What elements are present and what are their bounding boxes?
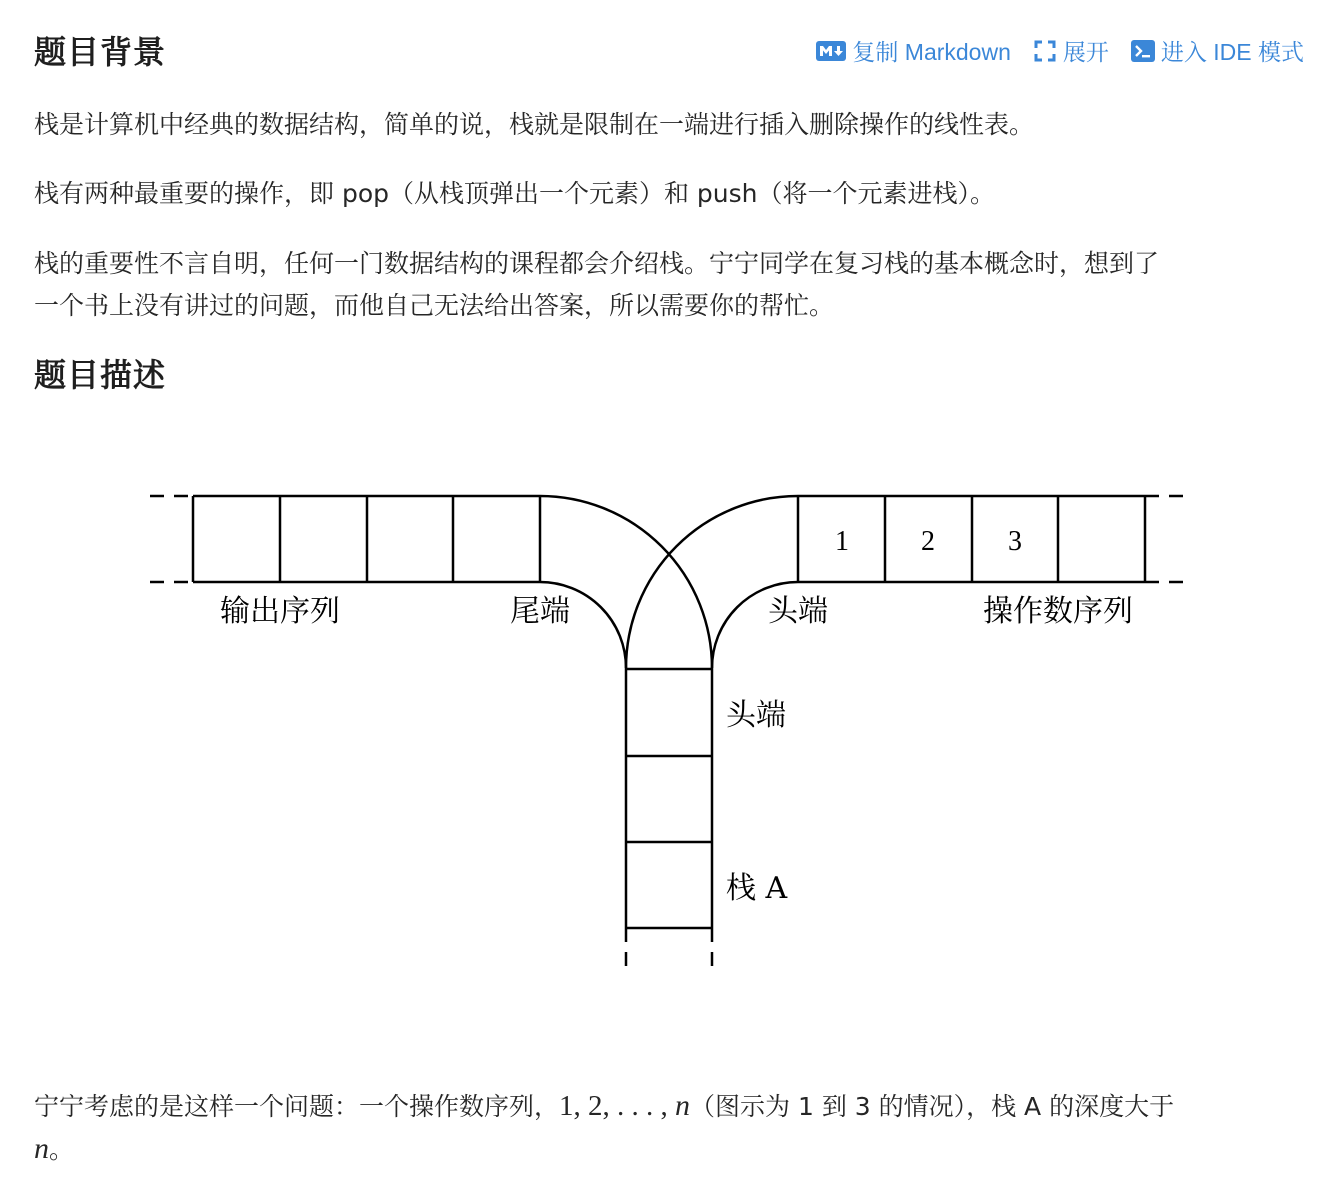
problem-text-period: 。 xyxy=(49,1135,75,1164)
heading-description: 题目描述 xyxy=(34,356,167,394)
copy-markdown-button[interactable] xyxy=(816,34,1010,67)
head-end-label-stack: 头端 xyxy=(726,698,786,733)
math-sequence: 1, 2, . . . , xyxy=(559,1090,676,1122)
tail-end-label: 尾端 xyxy=(510,594,570,629)
paragraph-importance-line1: 栈的重要性不言自明，任何一门数据结构的课程都会介绍栈。宁宁同学在复习栈的基本概念时，想到了 xyxy=(34,249,1160,278)
input-number-1: 1 xyxy=(835,526,849,557)
input-number-3: 3 xyxy=(1008,526,1022,557)
curve-left-outer xyxy=(540,496,712,668)
markdown-icon xyxy=(816,41,846,61)
terminal-icon xyxy=(1131,40,1155,62)
expand-button[interactable] xyxy=(1033,34,1109,67)
curve-right-outer xyxy=(626,496,798,668)
output-sequence-label: 输出序列 xyxy=(220,594,340,629)
operand-sequence-label: 操作数序列 xyxy=(983,594,1133,629)
paragraph-importance xyxy=(34,243,1306,327)
paragraph-operations: 栈有两种最重要的操作，即 pop（从栈顶弹出一个元素）和 push（将一个元素进栈）。 xyxy=(34,179,996,208)
problem-text-start: 宁宁考虑的是这样一个问题：一个操作数序列， xyxy=(34,1092,560,1121)
input-number-2: 2 xyxy=(921,526,935,557)
problem-text-end: （图示为 1 到 3 的情况），栈 A 的深度大于 xyxy=(690,1092,1175,1121)
head-end-label-track: 头端 xyxy=(768,594,828,629)
stack-a-label: 栈 A xyxy=(726,871,788,906)
heading-background: 题目背景 xyxy=(34,33,167,71)
paragraph-importance-line2: 一个书上没有讲过的问题，而他自己无法给出答案，所以需要你的帮忙。 xyxy=(34,291,835,320)
ide-mode-label: 进入 IDE 模式 xyxy=(1160,39,1304,65)
copy-markdown-label: 复制 Markdown xyxy=(852,39,1011,65)
problem-toolbar xyxy=(816,34,1304,67)
paragraph-problem xyxy=(34,1085,1306,1171)
stack-diagram xyxy=(0,420,1340,980)
expand-icon xyxy=(1033,39,1057,63)
paragraph-intro: 栈是计算机中经典的数据结构，简单的说，栈就是限制在一端进行插入删除操作的线性表。 xyxy=(34,110,1035,139)
expand-label: 展开 xyxy=(1062,39,1109,65)
math-n: n xyxy=(675,1089,691,1122)
ide-mode-button[interactable] xyxy=(1131,34,1304,67)
math-n-line2: n xyxy=(34,1132,49,1165)
